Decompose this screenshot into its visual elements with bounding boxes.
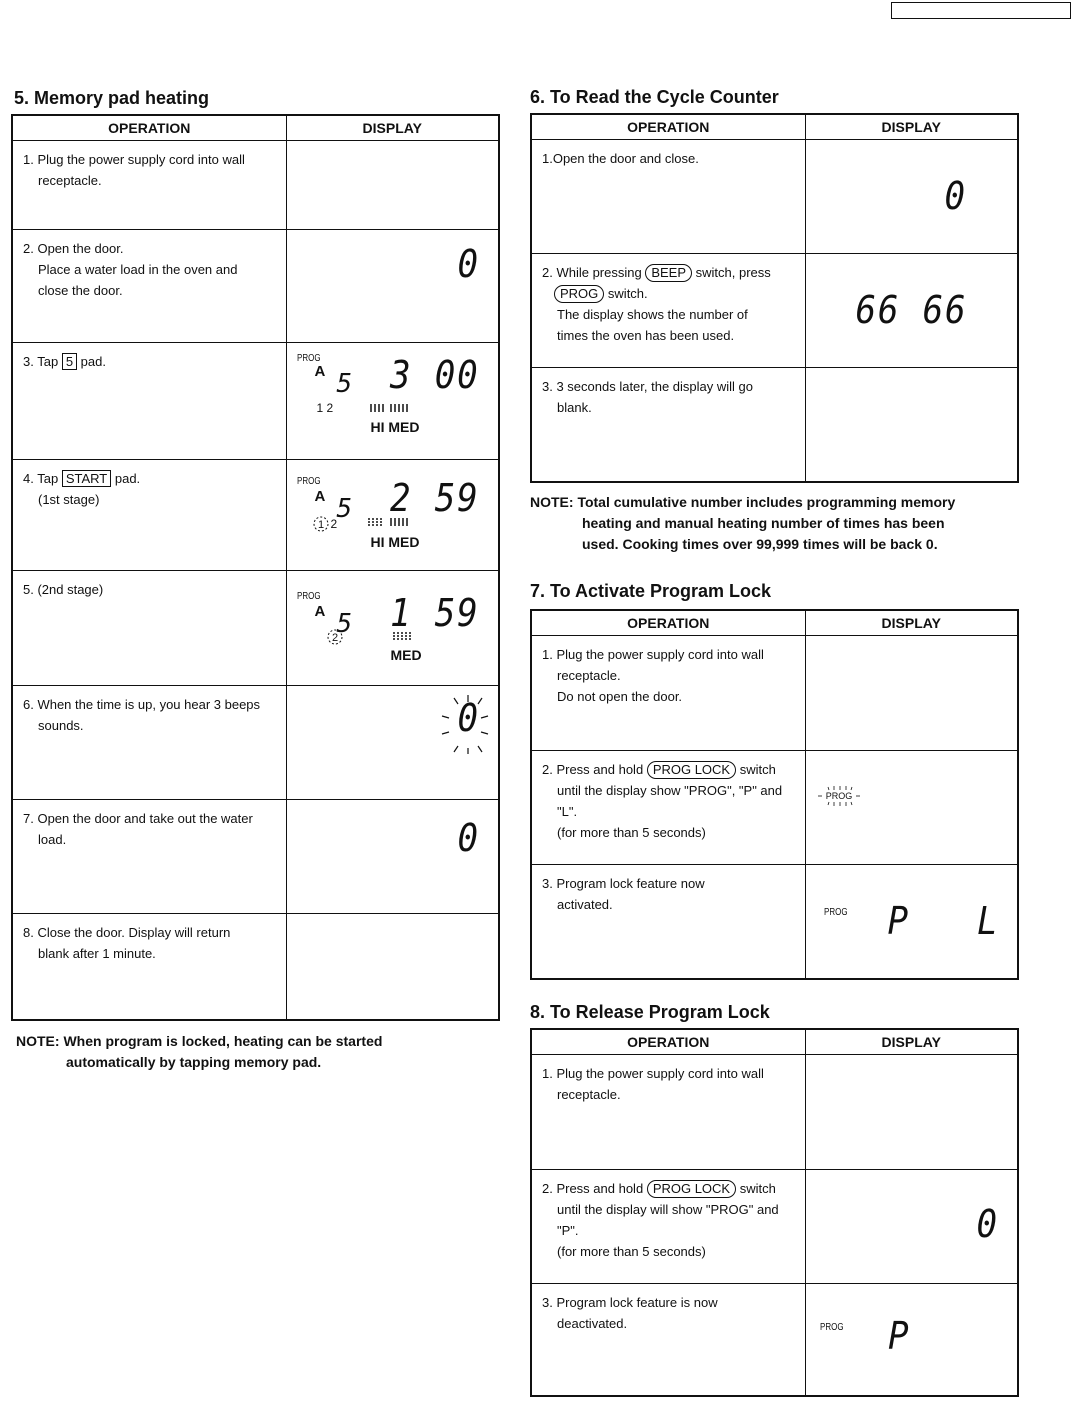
column-display: DISPLAY xyxy=(805,610,1018,636)
prog-indicator: PROG xyxy=(819,1322,844,1333)
display-digits: 0 xyxy=(457,696,480,740)
table-row xyxy=(12,800,499,914)
prog-indicator: PROG xyxy=(296,591,321,602)
display-cell xyxy=(805,751,1018,865)
table-row xyxy=(12,343,499,460)
step-text: 1. Plug the power supply cord into wall receptacle. xyxy=(542,1066,764,1102)
display-time: 3 00 xyxy=(390,353,480,397)
column-display: DISPLAY xyxy=(286,115,499,141)
step-text: 3. Program lock feature is now deactivated. xyxy=(542,1295,718,1331)
display-cell xyxy=(286,686,499,800)
table-row xyxy=(12,571,499,686)
step-text: 5. (2nd stage) xyxy=(23,582,104,597)
auto-indicator: A xyxy=(314,363,326,380)
memory-number: 5 xyxy=(336,369,353,399)
display-cell xyxy=(286,914,499,1020)
power-level-bars-blinking xyxy=(389,629,417,645)
display-cell xyxy=(805,368,1018,482)
section-8-table xyxy=(530,1028,1019,1397)
step-text: 7. Open the door and take out the water load. xyxy=(23,811,253,847)
cycle-counter-digits: 66 66 xyxy=(855,288,967,332)
prog-indicator: PROG xyxy=(296,476,321,487)
display-cell xyxy=(286,800,499,914)
step-text: 8. Close the door. Display will return blank after 1 minute. xyxy=(23,925,231,961)
section-5-table xyxy=(11,114,500,1021)
display-cell xyxy=(805,1055,1018,1170)
beep-switch: BEEP xyxy=(645,264,692,282)
memory-number: 5 xyxy=(336,609,353,639)
column-operation: OPERATION xyxy=(531,610,805,636)
table-row xyxy=(531,865,1018,979)
step-text: 3. Tap 5 pad. xyxy=(23,354,106,369)
program-lock-display: P L xyxy=(887,899,999,943)
display-digits: 0 xyxy=(976,1202,999,1246)
section-6-table xyxy=(530,113,1019,483)
column-display: DISPLAY xyxy=(805,1029,1018,1055)
svg-text:PROG: PROG xyxy=(825,791,852,801)
step-text: 3. 3 seconds later, the display will go blank. xyxy=(542,379,754,415)
display-cell xyxy=(286,343,499,460)
table-row xyxy=(531,254,1018,368)
auto-indicator: A xyxy=(314,488,326,505)
auto-indicator: A xyxy=(314,603,326,620)
section-5-note: NOTE: When program is locked, heating can be started automatically by tapping memory pad. xyxy=(16,1033,383,1070)
table-row xyxy=(531,1055,1018,1170)
pad-5-key: 5 xyxy=(62,353,77,370)
start-key: START xyxy=(62,470,111,487)
section-5-title: 5. Memory pad heating xyxy=(14,88,210,108)
stage-indicators: 1 2 xyxy=(316,401,334,415)
prog-switch: PROG xyxy=(554,285,604,303)
display-cell xyxy=(286,460,499,571)
display-cell xyxy=(805,1284,1018,1396)
display-cell xyxy=(286,571,499,686)
header-box xyxy=(891,2,1071,19)
table-row xyxy=(531,751,1018,865)
step-text: 1. Plug the power supply cord into wall receptacle. Do not open the door. xyxy=(542,647,764,704)
display-digits: 0 xyxy=(457,816,480,860)
step-text: 2. Open the door. Place a water load in the oven and close the door. xyxy=(23,241,238,298)
step-text: 2. While pressing BEEP switch, press PROG switch. The display shows the number of times the oven has been used. xyxy=(542,265,771,343)
display-digits: 0 xyxy=(944,174,967,218)
prog-lock-switch: PROG LOCK xyxy=(647,761,736,779)
column-operation: OPERATION xyxy=(531,114,805,140)
table-row xyxy=(12,914,499,1020)
section-6-note: NOTE: Total cumulative number includes programming memory heating and manual heating number of times has been used. Cooking times over 99,999 times will be back 0. xyxy=(530,494,956,552)
display-cell xyxy=(805,140,1018,254)
step-text: 1. Plug the power supply cord into wall receptacle. xyxy=(23,152,245,188)
display-cell xyxy=(805,865,1018,979)
step-text: 3. Program lock feature now activated. xyxy=(542,876,705,912)
prog-indicator: PROG xyxy=(296,353,321,364)
column-operation: OPERATION xyxy=(531,1029,805,1055)
prog-blinking-indicator xyxy=(816,785,862,807)
section-8-title: 8. To Release Program Lock xyxy=(530,1002,770,1022)
display-cell xyxy=(286,230,499,343)
step-text: 1.Open the door and close. xyxy=(542,151,699,166)
step-text: 6. When the time is up, you hear 3 beeps sounds. xyxy=(23,697,261,733)
step-text: 4. Tap START pad. (1st stage) xyxy=(23,471,141,507)
display-cell xyxy=(805,254,1018,368)
section-7-table xyxy=(530,609,1019,980)
column-display: DISPLAY xyxy=(805,114,1018,140)
display-cell xyxy=(805,636,1018,751)
memory-number: 5 xyxy=(336,494,353,524)
table-row xyxy=(12,141,499,230)
table-row xyxy=(12,686,499,800)
prog-indicator: PROG xyxy=(823,907,848,918)
display-digits: 0 xyxy=(457,242,480,286)
power-level-label: MED xyxy=(390,647,422,663)
display-time: 2 59 xyxy=(390,476,480,520)
table-row xyxy=(531,368,1018,482)
display-cell xyxy=(805,1170,1018,1284)
table-row xyxy=(531,1284,1018,1396)
column-operation: OPERATION xyxy=(12,115,286,141)
display-time: 1 59 xyxy=(390,591,480,635)
section-6-title: 6. To Read the Cycle Counter xyxy=(530,87,779,107)
step-text: 2. Press and hold PROG LOCK switch until the display will show "PROG" and "P". (for more than 5 seconds) xyxy=(542,1181,779,1259)
table-row xyxy=(12,230,499,343)
stage-2-blinking-icon xyxy=(325,627,345,647)
stage-2-indicator: 2 xyxy=(330,517,338,531)
svg-text:1: 1 xyxy=(317,519,324,531)
display-cell xyxy=(286,141,499,230)
table-row xyxy=(531,140,1018,254)
power-level-bars xyxy=(369,403,411,413)
section-7-title: 7. To Activate Program Lock xyxy=(530,581,772,601)
step-text: 2. Press and hold PROG LOCK switch until the display show "PROG", "P" and "L". (for more than 5 seconds) xyxy=(542,762,783,840)
table-row xyxy=(531,636,1018,751)
table-row xyxy=(12,460,499,571)
table-row xyxy=(531,1170,1018,1284)
prog-lock-switch: PROG LOCK xyxy=(647,1180,736,1198)
svg-text:2: 2 xyxy=(331,632,338,644)
power-level-bars-blinking xyxy=(365,515,415,529)
program-unlock-display: P xyxy=(887,1314,910,1358)
power-level-label: HI MED xyxy=(370,419,420,435)
power-level-label: HI MED xyxy=(370,534,420,550)
stage-1-blinking-icon xyxy=(311,514,331,534)
